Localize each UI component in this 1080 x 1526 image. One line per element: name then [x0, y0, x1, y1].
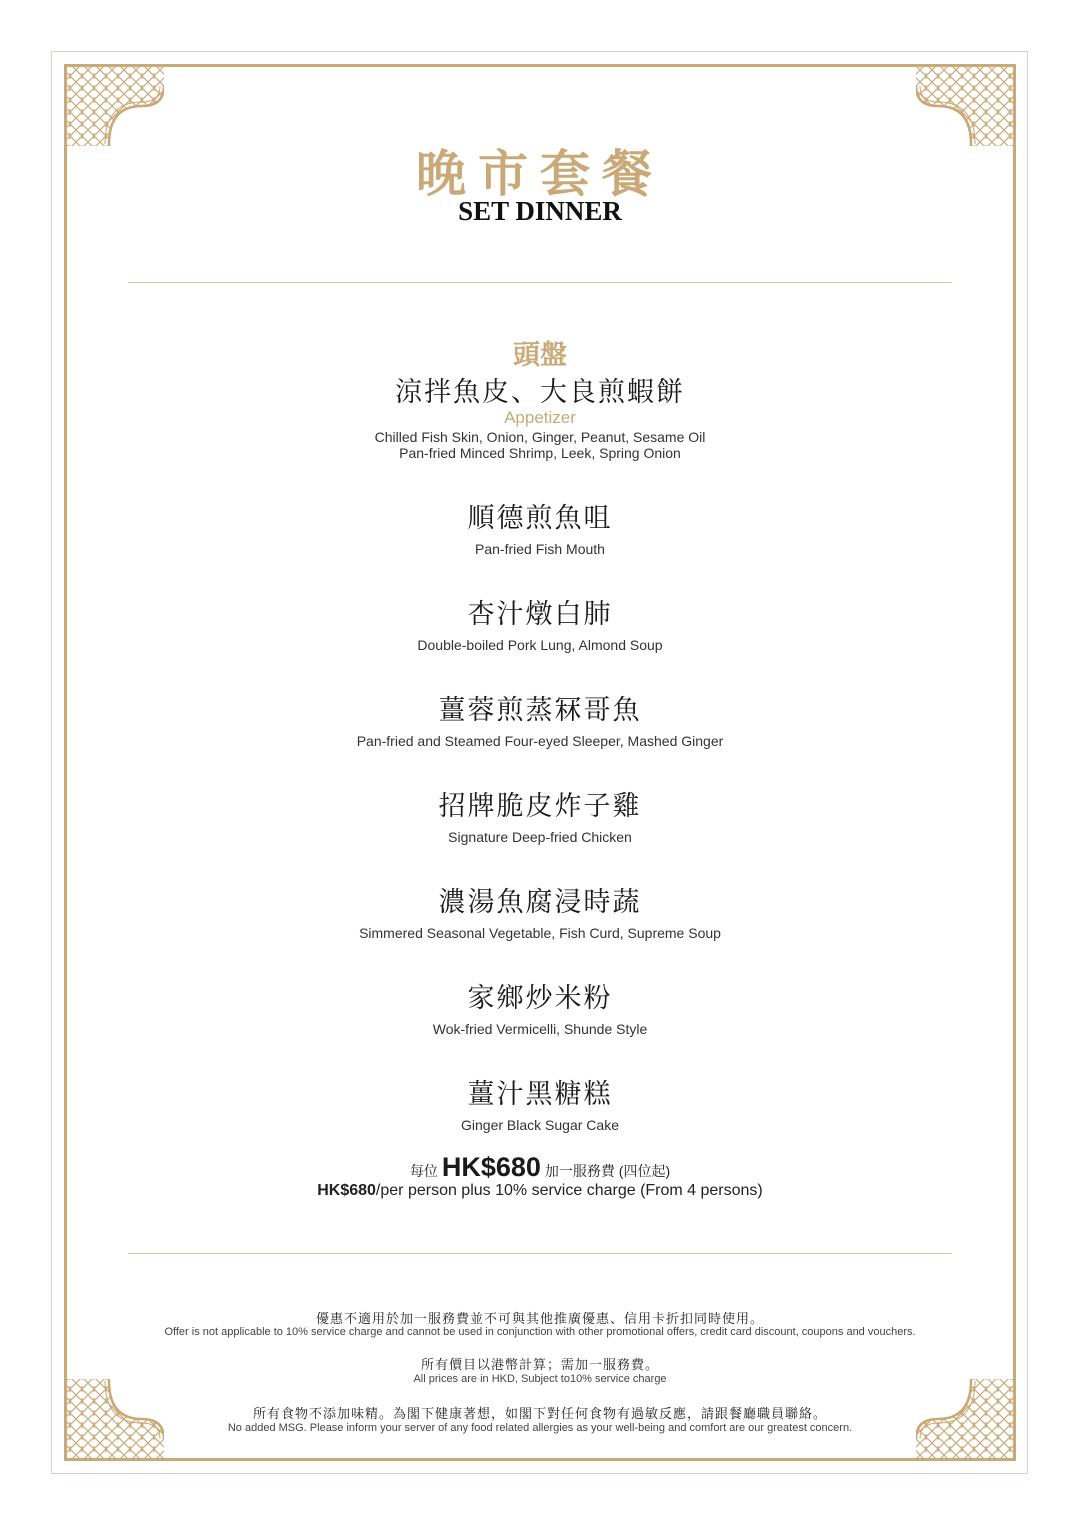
menu-course [0, 597, 1080, 654]
price-amount-english: HK$680 [317, 1182, 376, 1199]
price-amount: HK$680 [441, 1152, 541, 1182]
price-line-chinese [0, 1152, 1080, 1183]
course-name-chinese: 薑汁黑糖糕 [467, 1079, 613, 1110]
course-name-english: Wok-fried Vermicelli, Shunde Style [432, 1021, 648, 1037]
course-name-english: Double-boiled Pork Lung, Almond Soup [417, 637, 663, 653]
course-name-chinese: 家鄉炒米粉 [467, 983, 613, 1014]
notice-chinese: 優惠不適用於加一服務費並不可與其他推廣優惠、信用卡折扣同時使用。 [315, 1312, 764, 1327]
course-name-chinese: 杏汁燉白肺 [467, 599, 613, 630]
course-name-english: Ginger Black Sugar Cake [461, 1117, 619, 1133]
course-name-chinese: 順德煎魚咀 [467, 503, 613, 534]
price-line-english [0, 1182, 1080, 1200]
menu-course [0, 789, 1080, 846]
price-suffix-english: /per person plus 10% service charge (From 4 persons) [375, 1182, 763, 1199]
bottom-divider [128, 1253, 952, 1254]
notice-english: All prices are in HKD, Subject to10% service charge [413, 1373, 667, 1385]
menu-title-chinese: 晚市套餐 [416, 144, 664, 203]
notice-english: Offer is not applicable to 10% service charge and cannot be used in conjunction with other promotional offers, credit card discount, coupons and vouchers. [164, 1326, 916, 1338]
course-name-chinese: 薑蓉煎蒸冧哥魚 [438, 695, 642, 726]
appetizer-name-chinese: 涼拌魚皮、大良煎蝦餅 [395, 377, 685, 408]
top-divider [128, 282, 952, 283]
course-name-english: Pan-fried Fish Mouth [475, 541, 605, 557]
menu-course [0, 981, 1080, 1038]
notice-chinese: 所有食物不添加味精。為閣下健康著想，如閣下對任何食物有過敏反應，請跟餐廳職員聯絡。 [252, 1407, 827, 1422]
menu-course [0, 1077, 1080, 1134]
inner-gold-border [64, 64, 1016, 1461]
price-suffix-chinese: 加一服務費 (四位起) [544, 1163, 671, 1179]
menu-title-english: SET DINNER [458, 196, 622, 226]
menu-course [0, 693, 1080, 750]
menu-course [0, 885, 1080, 942]
course-name-chinese: 招牌脆皮炸子雞 [438, 791, 642, 822]
appetizer-description-line: Chilled Fish Skin, Onion, Ginger, Peanut, Sesame Oil [374, 429, 706, 445]
course-name-english: Signature Deep-fried Chicken [448, 829, 632, 845]
menu-course [0, 501, 1080, 558]
notice-chinese: 所有價目以港幣計算；需加一服務費。 [420, 1358, 659, 1373]
course-name-chinese: 濃湯魚腐浸時蔬 [438, 887, 642, 918]
price-prefix-chinese: 每位 [409, 1163, 438, 1179]
appetizer-description-line: Pan-fried Minced Shrimp, Leek, Spring Onion [399, 445, 681, 461]
course-name-english: Pan-fried and Steamed Four-eyed Sleeper, Mashed Ginger [356, 733, 724, 749]
appetizer-category-english: Appetizer [504, 408, 576, 427]
notice-english: No added MSG. Please inform your server of any food related allergies as your well-being and comfort are our greatest concern. [227, 1422, 853, 1434]
appetizer-category-chinese: 頭盤 [513, 340, 567, 371]
course-name-english: Simmered Seasonal Vegetable, Fish Curd, Supreme Soup [359, 925, 721, 941]
